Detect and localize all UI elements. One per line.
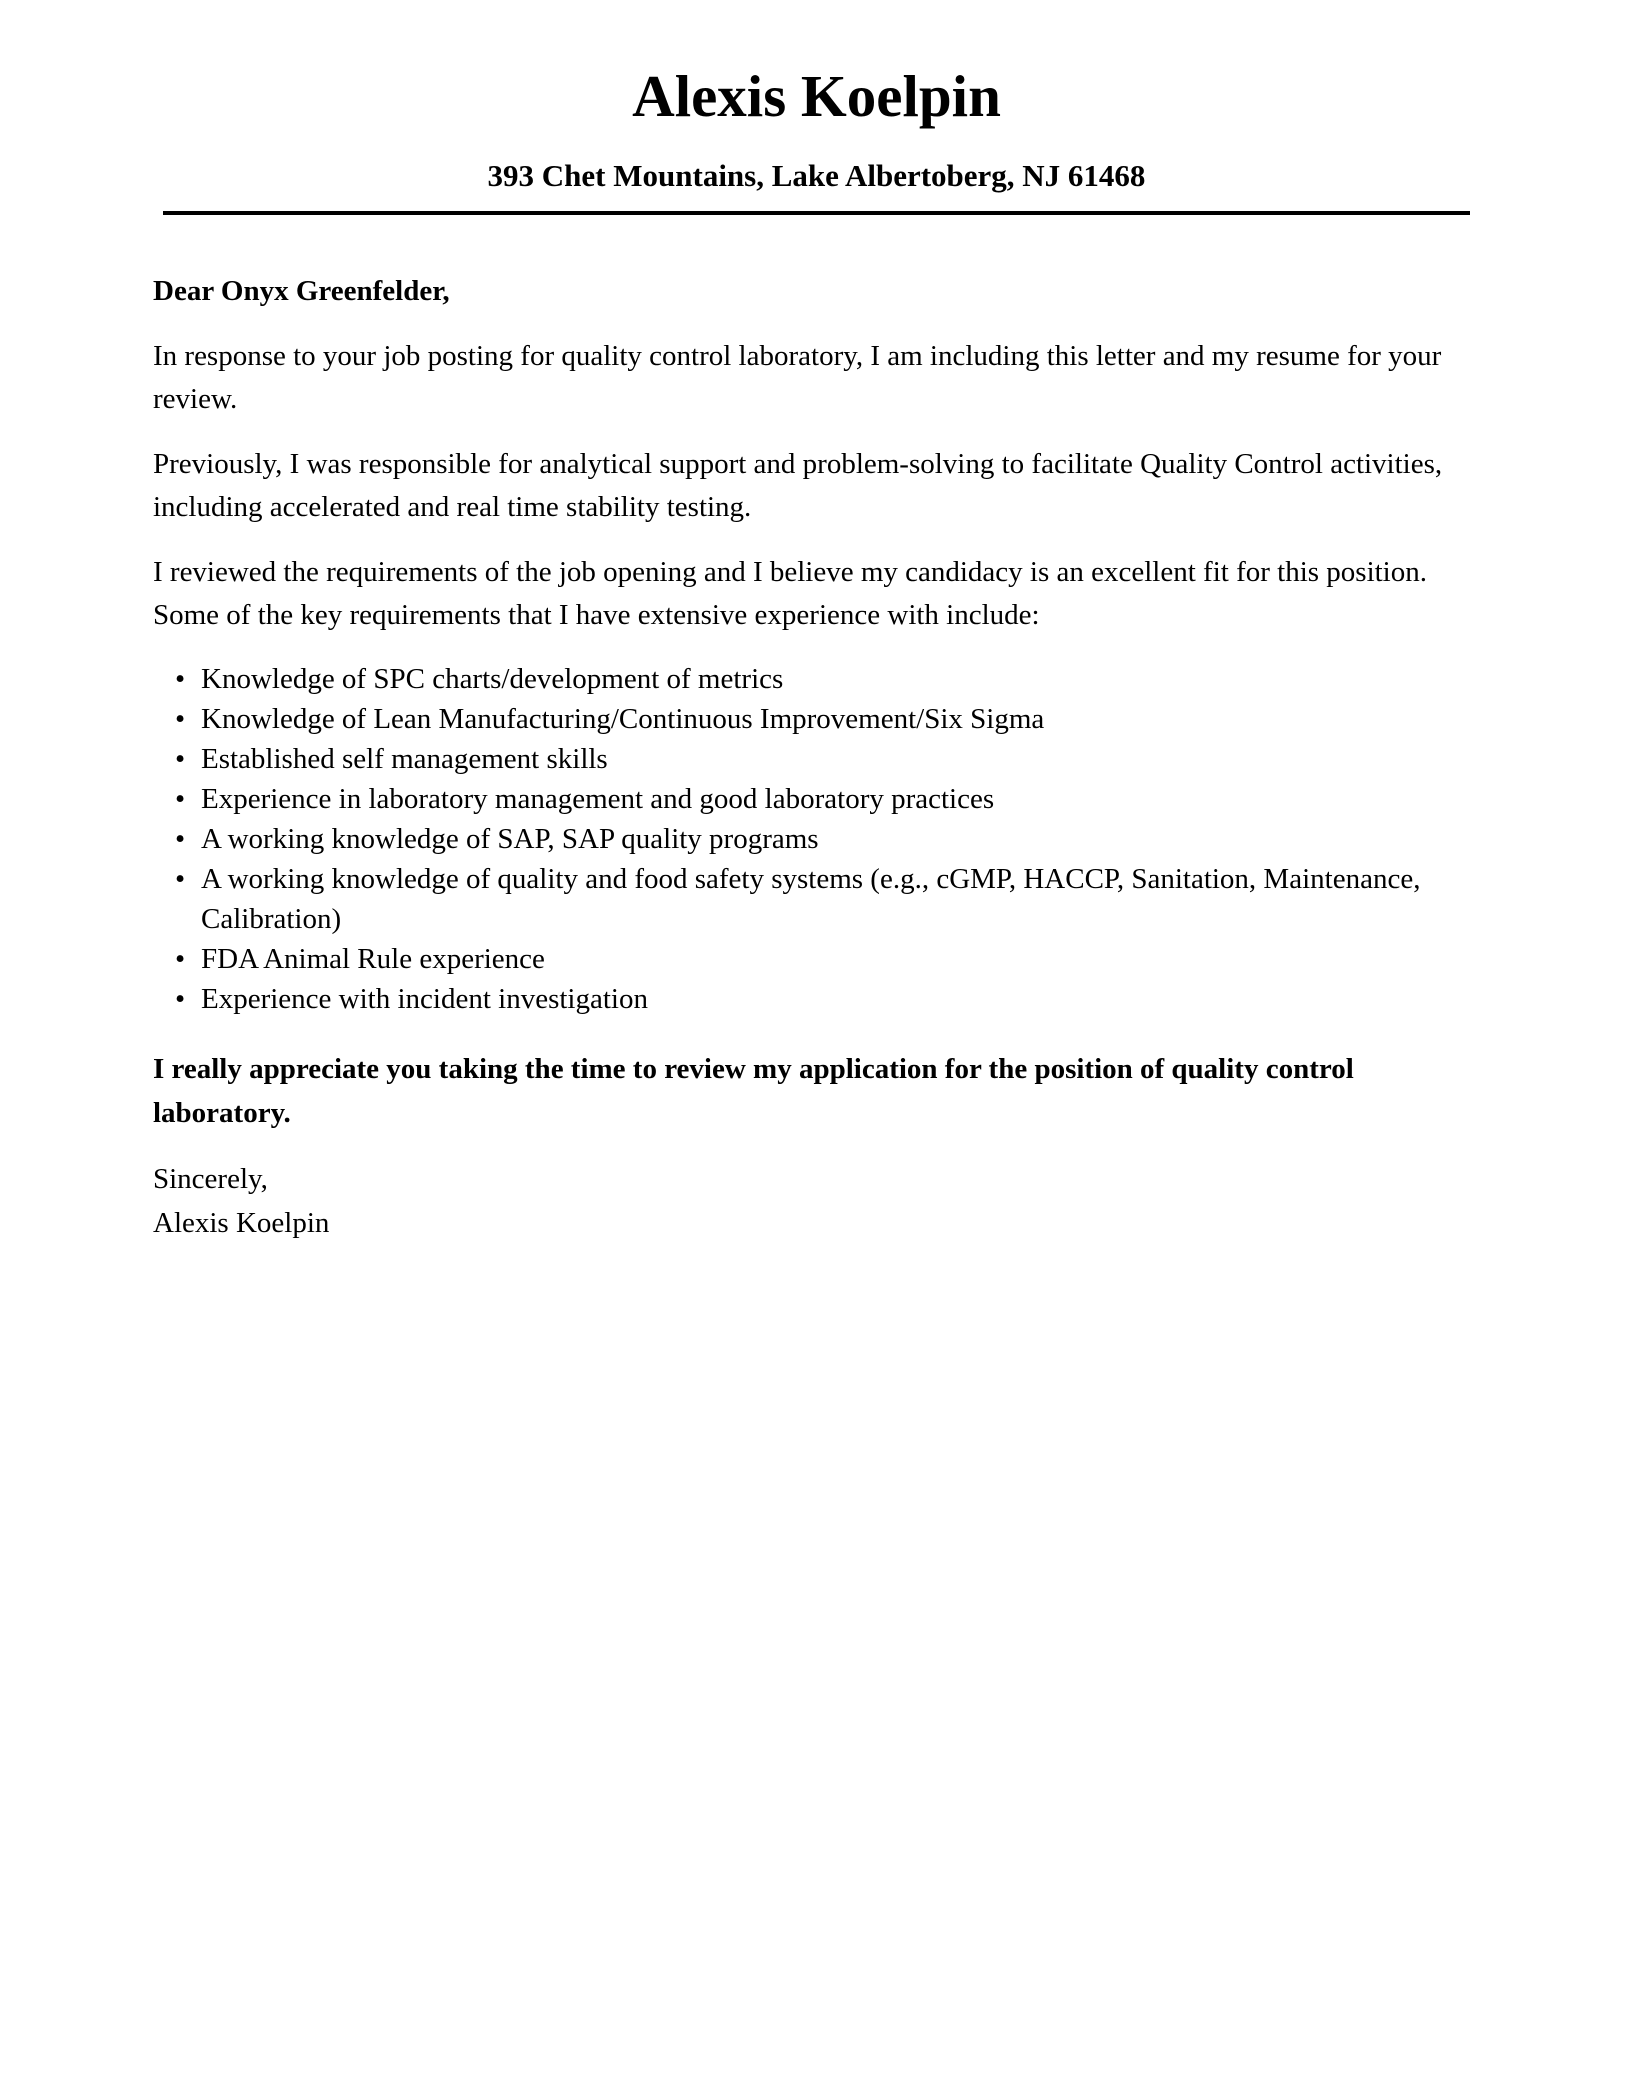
paragraph-intro: In response to your job posting for quality control laboratory, I am including this letter and my resume for your review. <box>153 340 1442 415</box>
list-item-text: Experience in laboratory management and good laboratory practices <box>201 783 995 815</box>
bullet-icon: • <box>175 983 186 1015</box>
requirements-list <box>153 659 1473 1019</box>
bullet-icon: • <box>175 863 186 895</box>
list-item-text: A working knowledge of quality and food safety systems (e.g., cGMP, HACCP, Sanitation, Maintenance, Calibration) <box>201 863 1421 935</box>
sender-address: 393 Chet Mountains, Lake Albertoberg, NJ 61468 <box>487 158 1146 193</box>
list-item <box>175 699 1473 739</box>
bullet-icon: • <box>175 703 186 735</box>
list-item <box>175 939 1473 979</box>
list-item-text: Knowledge of SPC charts/development of metrics <box>201 663 784 695</box>
letter-header <box>163 60 1470 196</box>
bullet-icon: • <box>175 743 186 775</box>
bullet-icon: • <box>175 783 186 815</box>
bullet-icon: • <box>175 823 186 855</box>
salutation: Dear Onyx Greenfelder, <box>153 275 450 307</box>
sender-name: Alexis Koelpin <box>632 63 1001 129</box>
list-item-text: Established self management skills <box>201 743 608 775</box>
list-item <box>175 739 1473 779</box>
list-item <box>175 779 1473 819</box>
paragraph-requirements-intro: I reviewed the requirements of the job opening and I believe my candidacy is an excellent fit for this position. Some of the key requirements that I have extensive experience with include: <box>153 556 1427 631</box>
list-item-text: Experience with incident investigation <box>201 983 648 1015</box>
list-item <box>175 979 1473 1019</box>
list-item <box>175 819 1473 859</box>
signature: Alexis Koelpin <box>153 1207 330 1239</box>
list-item-text: A working knowledge of SAP, SAP quality programs <box>201 823 819 855</box>
bullet-icon: • <box>175 943 186 975</box>
list-item-text: FDA Animal Rule experience <box>201 943 545 975</box>
paragraph-experience: Previously, I was responsible for analytical support and problem-solving to facilitate Quality Control activities, including accelerated and real time stability testing. <box>153 448 1443 523</box>
list-item-text: Knowledge of Lean Manufacturing/Continuous Improvement/Six Sigma <box>201 703 1045 735</box>
list-item <box>175 659 1473 699</box>
closing-statement: I really appreciate you taking the time to review my application for the position of quality control laboratory. <box>153 1053 1354 1129</box>
letter-body <box>153 270 1473 1245</box>
header-divider <box>163 211 1470 215</box>
bullet-icon: • <box>175 663 186 695</box>
signoff: Sincerely, <box>153 1163 268 1195</box>
list-item <box>175 859 1473 939</box>
